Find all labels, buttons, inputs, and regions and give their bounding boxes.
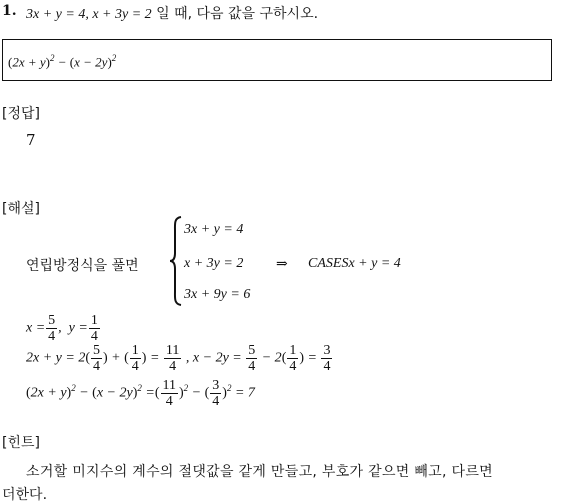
hint-text-2: 더한다. — [2, 487, 48, 503]
problem-equations: 3x + y = 4, x + 3y = 2 — [26, 7, 152, 22]
problem-text: 일 때, 다음 값을 구하시오. — [156, 6, 319, 22]
system-eq-3: 3x + 9y = 6 — [184, 287, 251, 302]
frac-5-4: $\frac{5}{4}$ — [48, 313, 56, 344]
frac-1-4: $\frac{1}{4}$ — [90, 313, 98, 344]
solution-line-2: $(2x + y)^2 - (x - 2y)^2$ =( $\frac{11}{4}$ )$^2$ − ( $\frac{3}{4}$ )$^2$ = 7 — [26, 378, 255, 409]
solution-line-xy: x = $\frac{5}{4}$ , y = $\frac{1}{4}$ — [26, 313, 98, 344]
solution-intro: 연립방정식을 풀면 — [26, 258, 139, 274]
cases-text: CASESx + y = 4 — [308, 256, 401, 271]
solution-heading: [해설] — [2, 201, 40, 217]
problem-expression: $(2x + y)^2 - (x - 2y)^2$ — [8, 53, 117, 70]
problem-number: 1. — [2, 3, 17, 19]
implies-arrow: ⇒ — [276, 256, 288, 272]
hint-text-1: 소거할 미지수의 계수의 절댓값을 같게 만들고, 부호가 같으면 빼고, 다르면 — [26, 464, 493, 480]
problem-statement — [26, 3, 318, 23]
system-eq-1: 3x + y = 4 — [184, 222, 244, 237]
system-brace — [169, 215, 183, 307]
hint-heading: [힌트] — [2, 435, 40, 451]
answer-heading: [정답] — [2, 106, 40, 122]
answer-value: 7 — [26, 131, 36, 149]
system-eq-2: x + 3y = 2 — [184, 256, 244, 271]
solution-line-1: 2x + y = 2( $\frac{5}{4}$ ) + ( $\frac{1}{4}$ ) = $\frac{11}{4}$ , x − 2y = $\frac{5}{4}$ − 2( $\frac{1}{4}$ ) = $\frac{3}{4}$ — [26, 343, 331, 374]
